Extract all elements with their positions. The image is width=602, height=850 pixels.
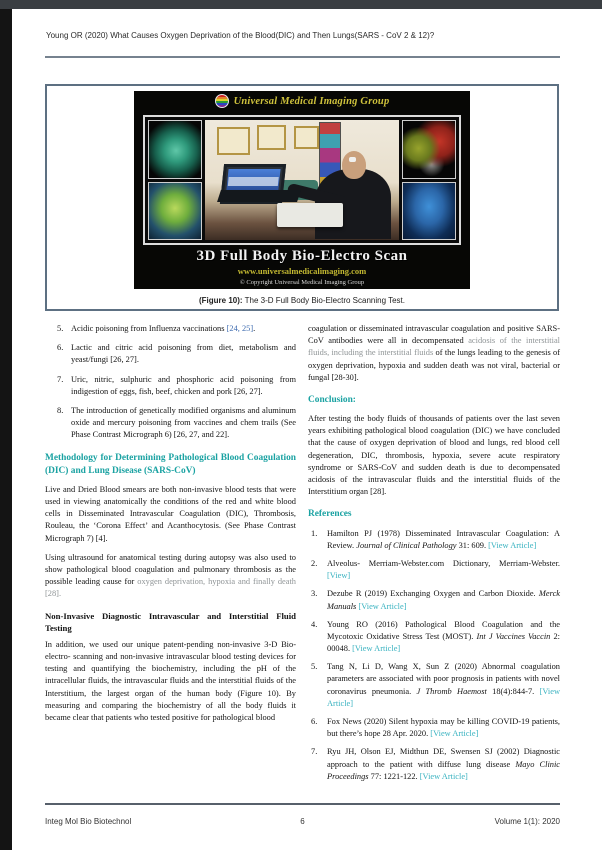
abdomen-scan-thumbnail [148, 182, 202, 241]
heart-scan-thumbnail [148, 120, 202, 179]
list-item-body: Acidic poisoning from Influenza vaccinations [71, 324, 227, 333]
laptop-base [217, 190, 301, 202]
forehead-electrode [349, 157, 356, 162]
list-item-body: Lactic and citric acid poisoning from diet, metabolism and yeast/fungi [26, 27]. [71, 343, 296, 365]
list-item-body: The introduction of genetically modified organisms and aluminum oxide and mercury poisoning from vaccines and chem trails (See Phase Contrast Micrograph 6) [26, 27, and 22]. [71, 405, 296, 440]
scan-website: www.universalmedicalimaging.com [237, 266, 367, 276]
reference-number: 7. [311, 747, 318, 757]
paragraph-gray-text: oxygen deprivation, hypoxia and finally death [28]. [45, 577, 296, 599]
list-item-text [71, 405, 296, 442]
figure-image [134, 91, 470, 289]
practitioner-head [342, 151, 366, 179]
conclusion-paragraph: After testing the body fluids of thousands of patients over the last seven years exhibiting pathological blood coagulation (DIC) we have concluded that the cause of oxygen deprivation of blood and lungs, red blood cell degeneration, DIC, thrombosis, hypoxia, severe acute respiratory syndrome or SARS-CoV and sudden death is due to decompensated acidosis of the intravascular fluids and the interstitial fluids of the Interstitium organ [28]. [308, 414, 560, 497]
certificate-frame [257, 125, 286, 150]
view-article-link[interactable]: [View Article] [327, 686, 560, 708]
left-thumbnail-column [148, 120, 202, 240]
reference-text [327, 558, 560, 582]
view-article-link[interactable]: [View] [327, 571, 351, 581]
view-article-link[interactable]: [View Article] [488, 540, 537, 550]
reference-tail: 2: 00048. [327, 631, 560, 654]
reference-item [308, 528, 560, 552]
figure-caption [47, 296, 557, 305]
reference-journal: Int J Vaccines Vaccin [476, 631, 551, 641]
reference-body: Young RO (2016) Pathological Blood Coagulation and the Mycotoxic Oxidative Stress Test (MOST). [327, 619, 560, 641]
view-article-link[interactable]: [View Article] [430, 729, 479, 739]
reference-text [327, 716, 560, 740]
figure-caption-text: The 3-D Full Body Bio-Electro Scanning Test. [242, 296, 405, 305]
torso-scan-thumbnail [402, 182, 456, 241]
certificate-frame [294, 126, 319, 149]
reference-item [308, 619, 560, 656]
list-item [45, 342, 296, 366]
figure-logo-row [134, 94, 470, 108]
list-item-body: Uric, nitric, sulphuric and phosphoric acid poisoning from indigestion of eggs, fish, beef, chicken and pork [26, 27]. [71, 374, 296, 396]
figure-box [45, 84, 559, 311]
reference-text [327, 661, 560, 710]
reference-journal: J Thromb Haemost [416, 686, 487, 696]
scan-copyright: © Copyright Universal Medical Imaging Group [239, 279, 365, 286]
reference-item [308, 588, 560, 612]
reference-tail: 18(4):844-7. [486, 686, 540, 696]
list-item [45, 323, 296, 335]
reference-item [308, 558, 560, 582]
citation-link[interactable]: [24, 25] [226, 324, 254, 333]
scan-title: 3D Full Body Bio-Electro Scan [196, 248, 408, 264]
view-article-link[interactable]: [View Article] [358, 601, 407, 611]
view-article-link[interactable]: [View Article] [352, 644, 401, 654]
list-item-text [71, 342, 296, 366]
paragraph-text: of the lungs leading to the genesis of oxygen deprivation, hypoxia and sudden death was not viral, bacterial or fungal [28-30]. [308, 348, 560, 382]
footer-volume: Volume 1(1): 2020 [494, 817, 560, 826]
reference-journal: Merck Manuals [327, 589, 560, 611]
reference-number: 5. [311, 662, 318, 672]
certificate-frame [217, 127, 250, 155]
clinic-photo [205, 120, 399, 240]
paragraph-text: Using ultrasound for anatomical testing during autopsy was also used to show pathological blood coagulation and pulmonary thrombosis as the possible leading cause for [45, 552, 296, 587]
fluid-testing-subheading: Non-Invasive Diagnostic Intravascular and Interstitial Fluid Testing [45, 610, 296, 633]
item-number: 7. [57, 374, 64, 384]
umig-logo-text: Universal Medical Imaging Group [233, 95, 390, 107]
reference-body: Hamilton PJ (1978) Disseminated Intravascular Coagulation: A Review. [327, 528, 560, 550]
scan-edge-left [0, 0, 12, 850]
reference-tail: 31: 609. [456, 540, 489, 550]
paragraph-coagulation [308, 323, 560, 384]
list-item-tail: . [253, 324, 256, 333]
reference-body: Alveolus- Merriam-Webster.com Dictionary, Merriam-Webster. [327, 558, 560, 568]
view-article-link[interactable]: [View Article] [419, 771, 468, 781]
item-number: 5. [57, 324, 64, 333]
list-item-text [71, 323, 296, 335]
reference-text [327, 528, 560, 552]
reference-number: 3. [311, 589, 318, 599]
list-item [45, 405, 296, 442]
footer [45, 817, 560, 831]
reference-number: 2. [311, 558, 318, 568]
reference-item [308, 661, 560, 710]
footer-journal: Integ Mol Bio Biotechnol [45, 817, 132, 826]
reference-number: 6. [311, 717, 318, 726]
figure-caption-label: (Figure 10): [198, 296, 243, 305]
right-column [308, 323, 560, 789]
reference-number: 1. [311, 528, 318, 538]
paragraph-blood-smears: Live and Dried Blood smears are both non-invasive blood tests that were used in viewing anatomically the conditions of the red and white blood cells in Disseminated Intravascular Coagulation (DIC), Thrombosis, Rouleau, the ‘Corona Effect’ and Acanthocytosis. (See Phase Contrast Micrograph 7) [4]. [45, 484, 296, 543]
list-item-text [71, 374, 296, 398]
footer-page-number: 6 [300, 817, 305, 826]
reference-number: 4. [311, 619, 318, 629]
paragraph-in-addition: In addition, we used our unique patent-pending non-invasive 3-D Bio-electro- scanning and non-invasive intravascular blood testing devices for testing and quantifying the biochemistry, including the pH of the intracellular fluids, the intravascular fluids and the interstitial fluids of the Interstitium, the largest organ of the human body (Figure 10). By measuring and comparing the biochemistry of all the body fluids it became clear that patients who tested positive for pathological blood [45, 639, 296, 722]
paragraph-ultrasound [45, 552, 296, 601]
reference-text [327, 746, 560, 783]
reference-text [327, 619, 560, 656]
running-head-title: Young OR (2020) What Causes Oxygen Deprivation of the Blood(DIC) and Then Lungs(SARS - CoV 2 & 12)? [46, 31, 435, 40]
reference-tail: 77: 1221-122. [368, 771, 420, 781]
footer-divider [45, 803, 560, 805]
references-heading: References [308, 509, 352, 520]
scan-collage-panel [143, 115, 461, 245]
reference-body: Tang N, Li D, Wang X, Sun Z (2020) Abnormal coagulation parameters are associated with poor prognosis in patients with novel coronavirus pneumonia. [327, 662, 560, 696]
left-column [45, 323, 296, 731]
reference-journal: Journal of Clinical Pathology [356, 540, 457, 550]
paragraph-text: coagulation or disseminated intravascular coagulation and positive SARS-CoV antibodies were all in decompensated [308, 324, 560, 346]
reference-body: Fox News (2020) Silent hypoxia may be killing COVID-19 patients, but there’s hope 28 Apr. 2020. [327, 717, 560, 739]
list-item [45, 374, 296, 398]
reference-item [308, 746, 560, 783]
right-thumbnail-column [402, 120, 456, 240]
umig-logo-icon [215, 94, 229, 108]
conclusion-heading: Conclusion: [308, 394, 356, 405]
laptop-display-band [228, 177, 279, 186]
paragraph-gray-text: acidosis of the interstitial fluids, including the interstitial fluids [308, 336, 560, 358]
header-divider [45, 56, 560, 58]
brain-scan-thumbnail [402, 120, 456, 179]
methodology-heading: Methodology for Determining Pathological Blood Coagulation (DIC) and Lung Disease (SARS-CoV) [45, 452, 296, 476]
scan-edge-top [0, 0, 602, 9]
item-number: 8. [57, 405, 64, 415]
reference-text [327, 588, 560, 612]
bio-electro-scan-device [277, 203, 343, 227]
reference-body: Ryu JH, Olson EJ, Midthun DE, Swensen SJ (2002) Diagnostic approach to the patient with diffuse lung disease [327, 747, 560, 769]
reference-item [308, 716, 560, 740]
reference-body: Dezube R (2019) Exchanging Oxygen and Carbon Dioxide. [327, 589, 539, 599]
item-number: 6. [57, 343, 64, 353]
reference-journal: Mayo Clinic Proceedings [327, 759, 560, 781]
